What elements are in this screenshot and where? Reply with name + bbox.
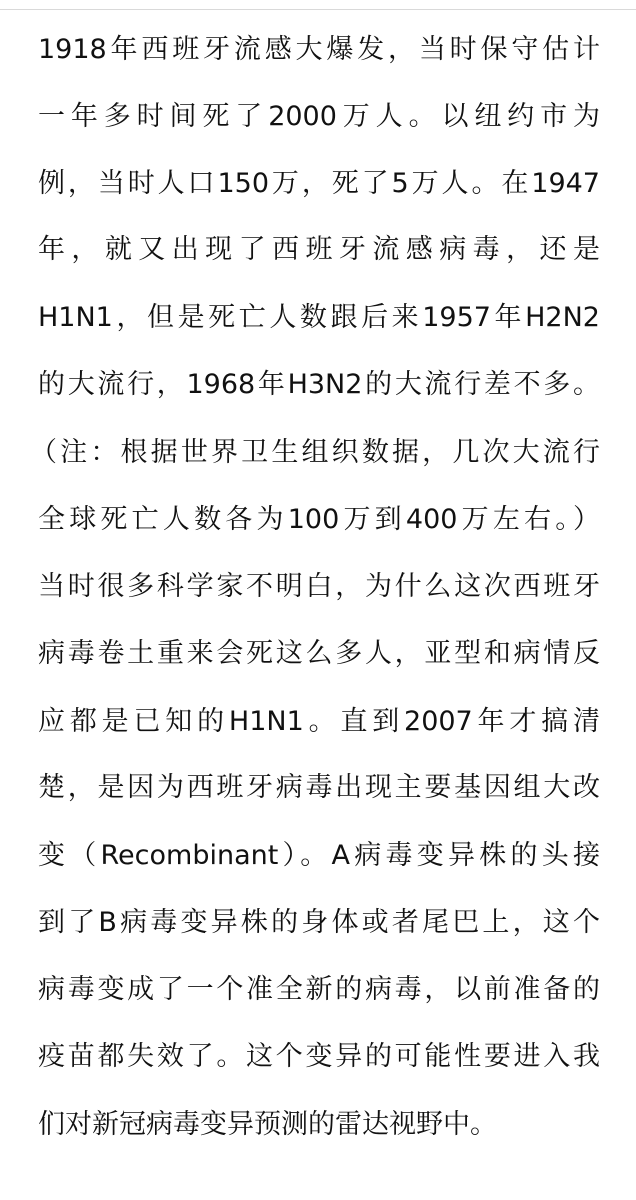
text-line-11: 应都是已知的H1N1。直到2007年才搞清 bbox=[38, 706, 600, 737]
text-line-16: 疫苗都失效了。这个变异的可能性要进入我 bbox=[38, 1041, 600, 1072]
text-line-4: 年，就又出现了西班牙流感病毒，还是 bbox=[38, 234, 600, 265]
text-line-10: 病毒卷土重来会死这么多人，亚型和病情反 bbox=[38, 638, 600, 669]
text-line-3: 例，当时人口150万，死了5万人。在1947 bbox=[38, 168, 600, 199]
text-line-15: 病毒变成了一个准全新的病毒，以前准备的 bbox=[38, 974, 600, 1005]
text-line-5: H1N1，但是死亡人数跟后来1957年H2N2 bbox=[38, 302, 600, 333]
text-line-9: 当时很多科学家不明白，为什么这次西班牙 bbox=[38, 571, 600, 602]
text-line-14: 到了B病毒变异株的身体或者尾巴上，这个 bbox=[38, 907, 600, 938]
text-line-8: 全球死亡人数各为100万到400万左右。） bbox=[38, 504, 600, 535]
text-line-2: 一年多时间死了2000万人。以纽约市为 bbox=[38, 101, 600, 132]
text-line-12: 楚，是因为西班牙病毒出现主要基因组大改 bbox=[38, 772, 600, 803]
text-line-17: 们对新冠病毒变异预测的雷达视野中。 bbox=[38, 1109, 497, 1140]
text-line-7: （注：根据世界卫生组织数据，几次大流行 bbox=[30, 437, 600, 468]
text-line-1: 1918年西班牙流感大爆发，当时保守估计 bbox=[38, 34, 600, 65]
text-line-6: 的大流行，1968年H3N2的大流行差不多。 bbox=[38, 369, 600, 400]
text-line-13: 变（Recombinant）。A病毒变异株的头接 bbox=[38, 840, 600, 871]
